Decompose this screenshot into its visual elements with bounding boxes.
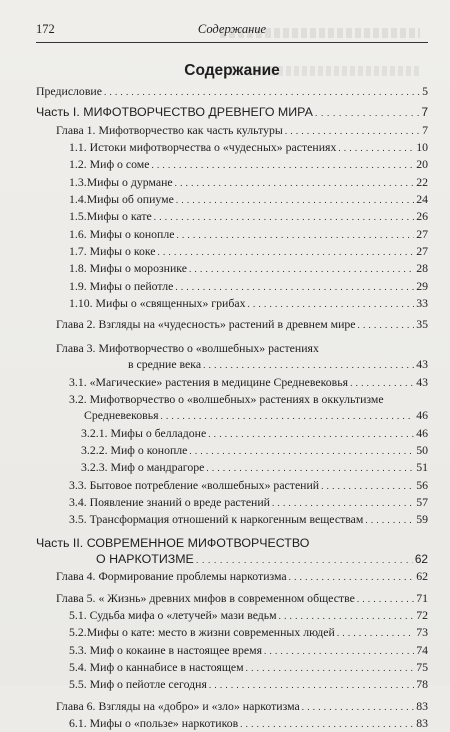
toc-entry: 1.9. Мифы о пейотле . . . 29: [36, 278, 428, 295]
toc-entry: 5.5. Миф о пейотле сегодня . . . 78: [36, 676, 428, 693]
toc-entry: 1.6. Мифы о конопле . . . 27: [36, 226, 428, 243]
toc-entry: 5.4. Миф о каннабисе в настоящем . . . 75: [36, 659, 428, 676]
toc-entry: Глава 1. Мифотворчество как часть культуры . . . 7: [36, 122, 428, 139]
table-of-contents: [36, 83, 428, 732]
toc-entry: 3.4. Появление знаний о вреде растений . . . 57: [36, 494, 428, 511]
toc-entry: Глава 4. Формирование проблемы наркотизма . . . 62: [36, 568, 428, 585]
toc-entry: 1.8. Мифы о морознике . . . 28: [36, 260, 428, 277]
header-rule: [36, 42, 428, 43]
toc-entry: 3.1. «Магические» растения в медицине Средневековья . . . 43: [36, 374, 428, 391]
toc-entry: Глава 2. Взгляды на «чудесность» растений в древнем мире . . . 35: [36, 316, 428, 333]
toc-entry: 5.2.Мифы о кате: место в жизни современных людей . . . 73: [36, 624, 428, 641]
toc-entry: Средневековья . . . 46: [36, 407, 428, 424]
toc-entry: 1.3.Мифы о дурмане . . . 22: [36, 174, 428, 191]
toc-entry: в средние века . . . 43: [36, 356, 428, 373]
toc-entry: 3.2. Мифотворчество о «волшебных» растениях в оккультизме: [69, 391, 384, 406]
toc-entry: 1.5.Мифы о кате . . . 26: [36, 208, 428, 225]
toc-entry: 1.1. Истоки мифотворчества о «чудесных» растениях . . . 10: [36, 139, 428, 156]
toc-entry: 3.2.2. Миф о конопле . . . 50: [36, 442, 428, 459]
toc-entry-part: О НАРКОТИЗМЕ . . . 62: [36, 551, 428, 568]
running-header: [36, 22, 428, 40]
toc-entry: 1.2. Миф о соме . . . 20: [36, 156, 428, 173]
toc-entry: Глава 5. « Жизнь» древних мифов в современном обществе . . . 71: [36, 590, 428, 607]
toc-title: Содержание: [184, 62, 280, 79]
toc-entry: 6.1. Мифы о «пользе» наркотиков . . . 83: [36, 715, 428, 732]
toc-entry: 5.1. Судьба мифа о «летучей» мази ведьм . . . 72: [36, 607, 428, 624]
page-number: 172: [36, 22, 55, 36]
toc-entry: 3.5. Трансформация отношений к наркогенным веществам . . . 59: [36, 511, 428, 528]
toc-entry: Глава 6. Взгляды на «добро» и «зло» наркотизма . . . 83: [36, 698, 428, 715]
toc-entry: 1.4.Мифы об опиуме . . . 24: [36, 191, 428, 208]
running-title: Содержание: [197, 22, 267, 36]
toc-entry: Глава 3. Мифотворчество о «волшебных» растениях: [56, 340, 319, 355]
toc-entry: 5.3. Миф о кокаине в настоящее время . . . 74: [36, 642, 428, 659]
toc-entry: 1.7. Мифы о коке . . . 27: [36, 243, 428, 260]
toc-entry: 3.2.3. Миф о мандрагоре . . . 51: [36, 459, 428, 476]
toc-entry: 3.2.1. Мифы о белладоне . . . 46: [36, 425, 428, 442]
toc-entry: 3.3. Бытовое потребление «волшебных» растений . . . 56: [36, 477, 428, 494]
toc-entry: Предисловие . . . 5: [36, 83, 428, 100]
toc-entry: 1.10. Мифы о «священных» грибах . . . 33: [36, 295, 428, 312]
toc-entry-part: Часть II. СОВРЕМЕННОЕ МИФОТВОРЧЕСТВО: [36, 535, 310, 550]
toc-entry-part: Часть I. МИФОТВОРЧЕСТВО ДРЕВНЕГО МИРА . . . 7: [36, 104, 428, 121]
